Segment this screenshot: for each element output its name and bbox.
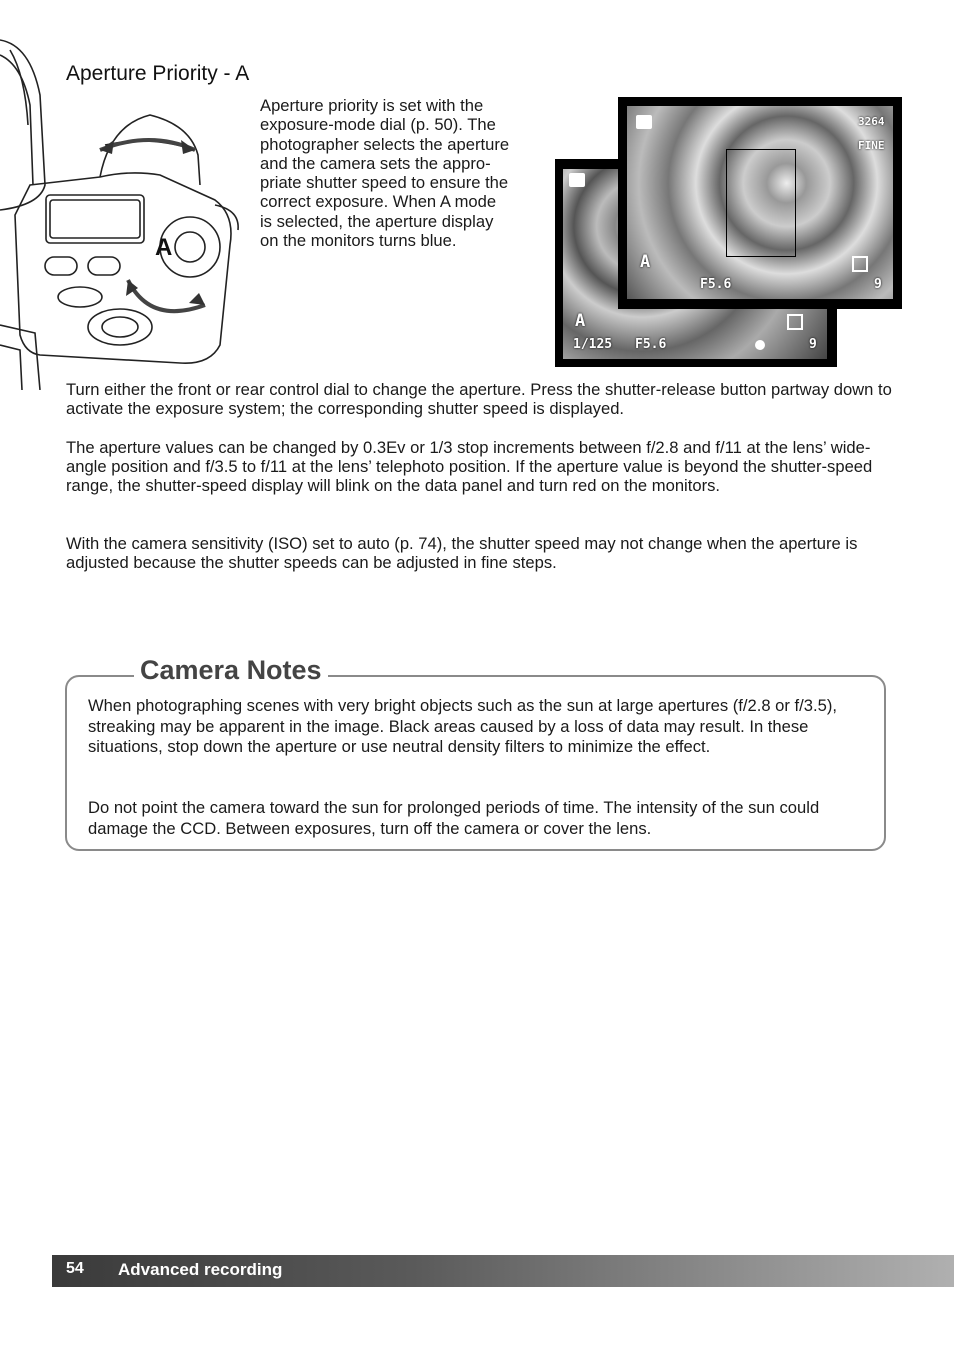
camera-illustration xyxy=(0,35,245,390)
camera-mode-icon xyxy=(636,115,652,129)
drive-mode-icon xyxy=(852,256,868,272)
monitor-front-mode: A xyxy=(640,252,651,272)
monitor-back-aperture: F5.6 xyxy=(635,337,667,352)
camera-notes-paragraph: When photographing scenes with very bright objects such as the sun at large apertures (f/2.8 or f/3.5), streaking may be apparent in the image. Black areas caused by a loss of data may result. In these situations, stop down the aperture or use neutral density filters to minimize the effect. xyxy=(88,696,837,756)
camera-notes-paragraph: Do not point the camera toward the sun for prolonged periods of time. The intensity of the sun could damage the CCD. Between exposures, turn off the camera or cover the lens. xyxy=(88,798,820,838)
section-name: Advanced recording xyxy=(118,1260,283,1279)
section-heading: Aperture Priority - A xyxy=(66,62,250,85)
focus-dot-icon xyxy=(755,340,765,350)
camera-mode-icon xyxy=(569,173,585,187)
image-quality: FINE xyxy=(858,139,885,152)
monitor-back-frames: 9 xyxy=(809,337,817,352)
focus-frame xyxy=(726,149,796,257)
body-paragraph: The aperture values can be changed by 0.3Ev or 1/3 stop increments between f/2.8 and f/11 at the lens’ wide-angle position and f/3.5 to f/11 at the lens’ telephoto position. If the aperture value is beyond the shutter-speed range, the shutter-speed display will blink on the data panel and turn red on the monitors. xyxy=(66,438,873,496)
page-number: 54 xyxy=(66,1260,84,1277)
drive-mode-icon xyxy=(787,314,803,330)
monitor-back-shutter: 1/125 xyxy=(573,337,613,352)
camera-notes-title: Camera Notes xyxy=(134,655,328,686)
dial-label: A xyxy=(155,234,173,261)
monitor-front-aperture: F5.6 xyxy=(700,277,732,292)
intro-text: Aperture priority is set with the exposure-mode dial (p. 50). The photographer selects the aperture and the camera sets the appro- priate shutter speed to ensure the correct exposure. When A mode is selected, the aperture display on the monitors turns blue. xyxy=(260,96,510,251)
image-size: 3264 xyxy=(858,115,885,128)
monitor-back-mode: A xyxy=(575,311,586,331)
monitor-front-frames: 9 xyxy=(874,277,882,292)
body-paragraph: With the camera sensitivity (ISO) set to auto (p. 74), the shutter speed may not change when the aperture is adjusted because the shutter speeds can be adjusted in fine steps. xyxy=(66,534,858,573)
monitor-front xyxy=(618,97,902,309)
body-paragraph: Turn either the front or rear control dial to change the aperture. Press the shutter-release button partway down to activate the exposure system; the corresponding shutter speed is displayed. xyxy=(66,380,892,419)
